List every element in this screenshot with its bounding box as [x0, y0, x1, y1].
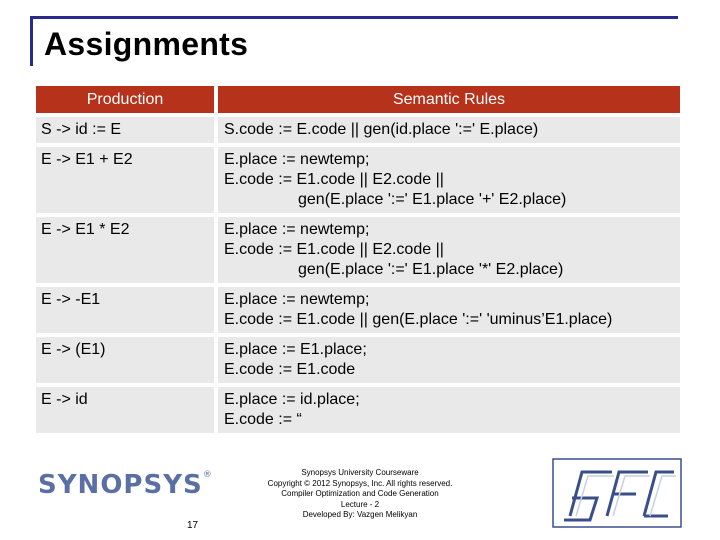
production-text: E -> E1 + E2 — [41, 151, 133, 168]
credit-line: Synopsys University Courseware — [301, 468, 419, 477]
table-row — [36, 337, 684, 387]
table-row — [36, 387, 684, 437]
production-text: E -> -E1 — [41, 291, 101, 308]
page-number: 17 — [187, 520, 199, 531]
semantic-rules-table — [36, 86, 684, 437]
rule-line: E.place := newtemp; — [224, 151, 370, 168]
rules-cell — [218, 287, 684, 337]
rule-line: E.place := id.place; — [224, 391, 360, 408]
rule-line: E.code := “ — [224, 411, 302, 428]
rules-cell — [218, 147, 684, 217]
production-cell — [36, 117, 218, 147]
university-emblem-logo — [552, 458, 682, 528]
production-cell — [36, 387, 218, 437]
table-row — [36, 287, 684, 337]
table-row — [36, 147, 684, 217]
production-text: S -> id := E — [41, 121, 122, 138]
rule-line: E.place := E1.place; — [224, 341, 367, 358]
rules-cell — [218, 337, 684, 387]
credit-line: Developed By: Vazgen Melikyan — [302, 510, 418, 519]
logo-text: SYNOPSYS — [38, 470, 203, 500]
production-cell — [36, 147, 218, 217]
rule-line: E.code := E1.code || E2.code || — [224, 171, 444, 188]
courseware-credits — [250, 468, 470, 521]
rule-line: E.code := E1.code || gen(E.place ':=' 'uminus’E1.place) — [224, 311, 613, 328]
production-cell — [36, 217, 218, 287]
table-header-row — [36, 86, 684, 117]
credit-line: Compiler Optimization and Code Generation — [281, 489, 439, 498]
rule-line: E.code := E1.code || E2.code || — [224, 241, 444, 258]
production-cell — [36, 287, 218, 337]
page-title: Assignments — [44, 26, 249, 62]
logo-trademark: ® — [202, 470, 212, 480]
rules-cell — [218, 387, 684, 437]
header-production: Production — [36, 86, 218, 117]
production-text: E -> E1 * E2 — [41, 221, 130, 238]
rules-cell — [218, 117, 684, 147]
rule-line: E.place := newtemp; — [224, 291, 370, 308]
rule-line: gen(E.place ':=' E1.place '*' E2.place) — [298, 261, 564, 278]
production-text: E -> (E1) — [41, 341, 106, 358]
credit-line: Lecture - 2 — [340, 499, 380, 509]
credit-line: Copyright © 2012 Synopsys, Inc. All rights reserved. — [267, 478, 453, 488]
rules-cell — [218, 217, 684, 287]
production-text: E -> id — [41, 391, 88, 408]
header-semantic-rules: Semantic Rules — [218, 86, 684, 117]
table-row — [36, 117, 684, 147]
rule-line: E.code := E1.code — [224, 361, 356, 378]
rule-line: gen(E.place ':=' E1.place '+' E2.place) — [298, 191, 567, 208]
rule-line: S.code := E.code || gen(id.place ':=' E.place) — [224, 121, 539, 138]
rule-line: E.place := newtemp; — [224, 221, 370, 238]
table-row — [36, 217, 684, 287]
synopsys-logo — [38, 470, 212, 500]
production-cell — [36, 337, 218, 387]
